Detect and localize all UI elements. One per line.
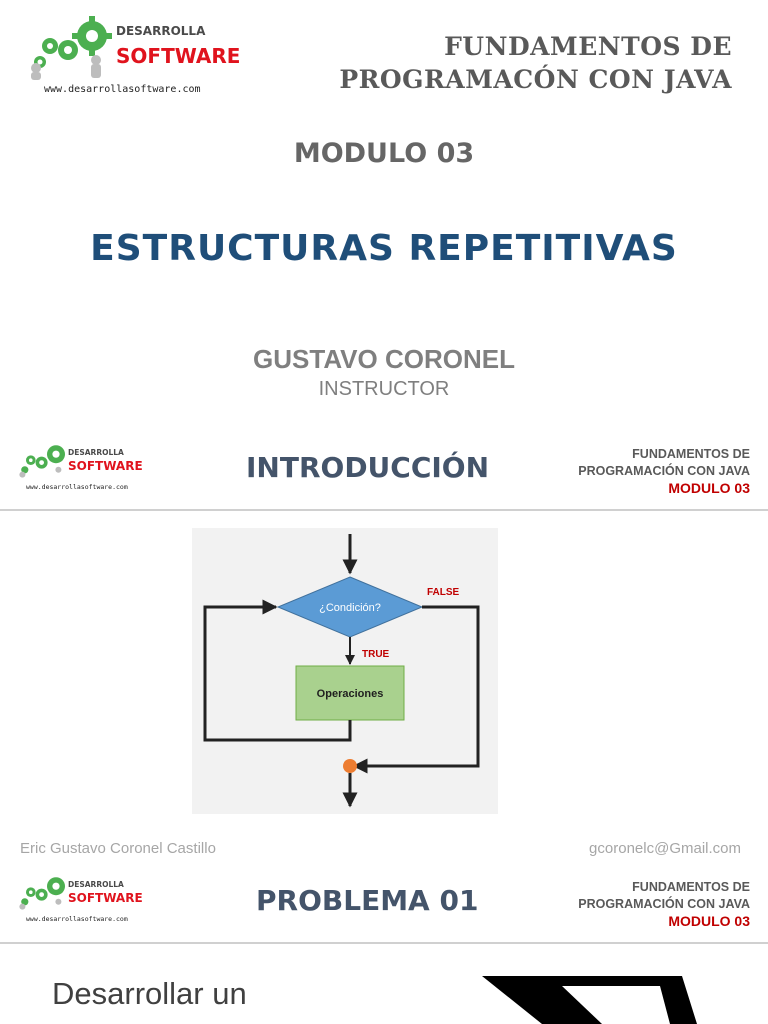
slide-title: PROBLEMA 01 bbox=[256, 884, 479, 917]
false-label: FALSE bbox=[427, 587, 460, 598]
gears-icon bbox=[14, 442, 68, 482]
course-title-line2: PROGRAMACÓN CON JAVA bbox=[339, 65, 732, 94]
brand-url: www.desarrollasoftware.com bbox=[26, 915, 128, 923]
brand-logo bbox=[20, 14, 250, 104]
header-divider bbox=[0, 942, 768, 944]
brand-url: www.desarrollasoftware.com bbox=[26, 483, 128, 491]
operations-label: Operaciones bbox=[316, 688, 384, 700]
course-info bbox=[578, 879, 750, 930]
header-divider bbox=[0, 509, 768, 511]
footer-email[interactable]: gcoronelc@Gmail.com bbox=[589, 840, 741, 857]
brand-word1: DESARROLLA bbox=[116, 24, 206, 38]
problem-text: Desarrollar un bbox=[52, 976, 247, 1011]
brand-word2: SOFTWARE bbox=[68, 891, 143, 905]
junction-dot bbox=[343, 759, 357, 773]
gears-icon bbox=[14, 874, 68, 914]
slide-title bbox=[0, 0, 768, 420]
condition-label: ¿Condición? bbox=[319, 602, 381, 614]
course-line2: PROGRAMACIÓN CON JAVA bbox=[578, 464, 750, 478]
brand-word1: DESARROLLA bbox=[68, 448, 124, 457]
module-title: MODULO 03 bbox=[293, 138, 475, 169]
course-info bbox=[578, 446, 750, 497]
brand-word2: SOFTWARE bbox=[116, 44, 241, 68]
true-label: TRUE bbox=[362, 649, 390, 660]
course-line2: PROGRAMACIÓN CON JAVA bbox=[578, 897, 750, 911]
brand-logo-small bbox=[14, 874, 144, 926]
course-line1: FUNDAMENTOS DE bbox=[632, 880, 750, 894]
course-title bbox=[339, 30, 732, 96]
decorative-shape-icon bbox=[482, 974, 712, 1024]
module-label: MODULO 03 bbox=[668, 480, 750, 496]
while-loop-flowchart bbox=[192, 528, 498, 814]
footer-author: Eric Gustavo Coronel Castillo bbox=[20, 840, 216, 857]
brand-url: www.desarrollasoftware.com bbox=[44, 84, 201, 95]
brand-logo-small bbox=[14, 442, 144, 494]
course-title-line1: FUNDAMENTOS DE bbox=[444, 32, 732, 61]
author-role: INSTRUCTOR bbox=[318, 378, 450, 400]
course-line1: FUNDAMENTOS DE bbox=[632, 447, 750, 461]
slide-title: INTRODUCCIÓN bbox=[246, 451, 490, 484]
main-title: ESTRUCTURAS REPETITIVAS bbox=[90, 228, 678, 269]
author-name: GUSTAVO CORONEL bbox=[253, 344, 515, 374]
module-label: MODULO 03 bbox=[668, 913, 750, 929]
brand-word2: SOFTWARE bbox=[68, 459, 143, 473]
gears-icon bbox=[22, 16, 112, 82]
brand-word1: DESARROLLA bbox=[68, 880, 124, 889]
